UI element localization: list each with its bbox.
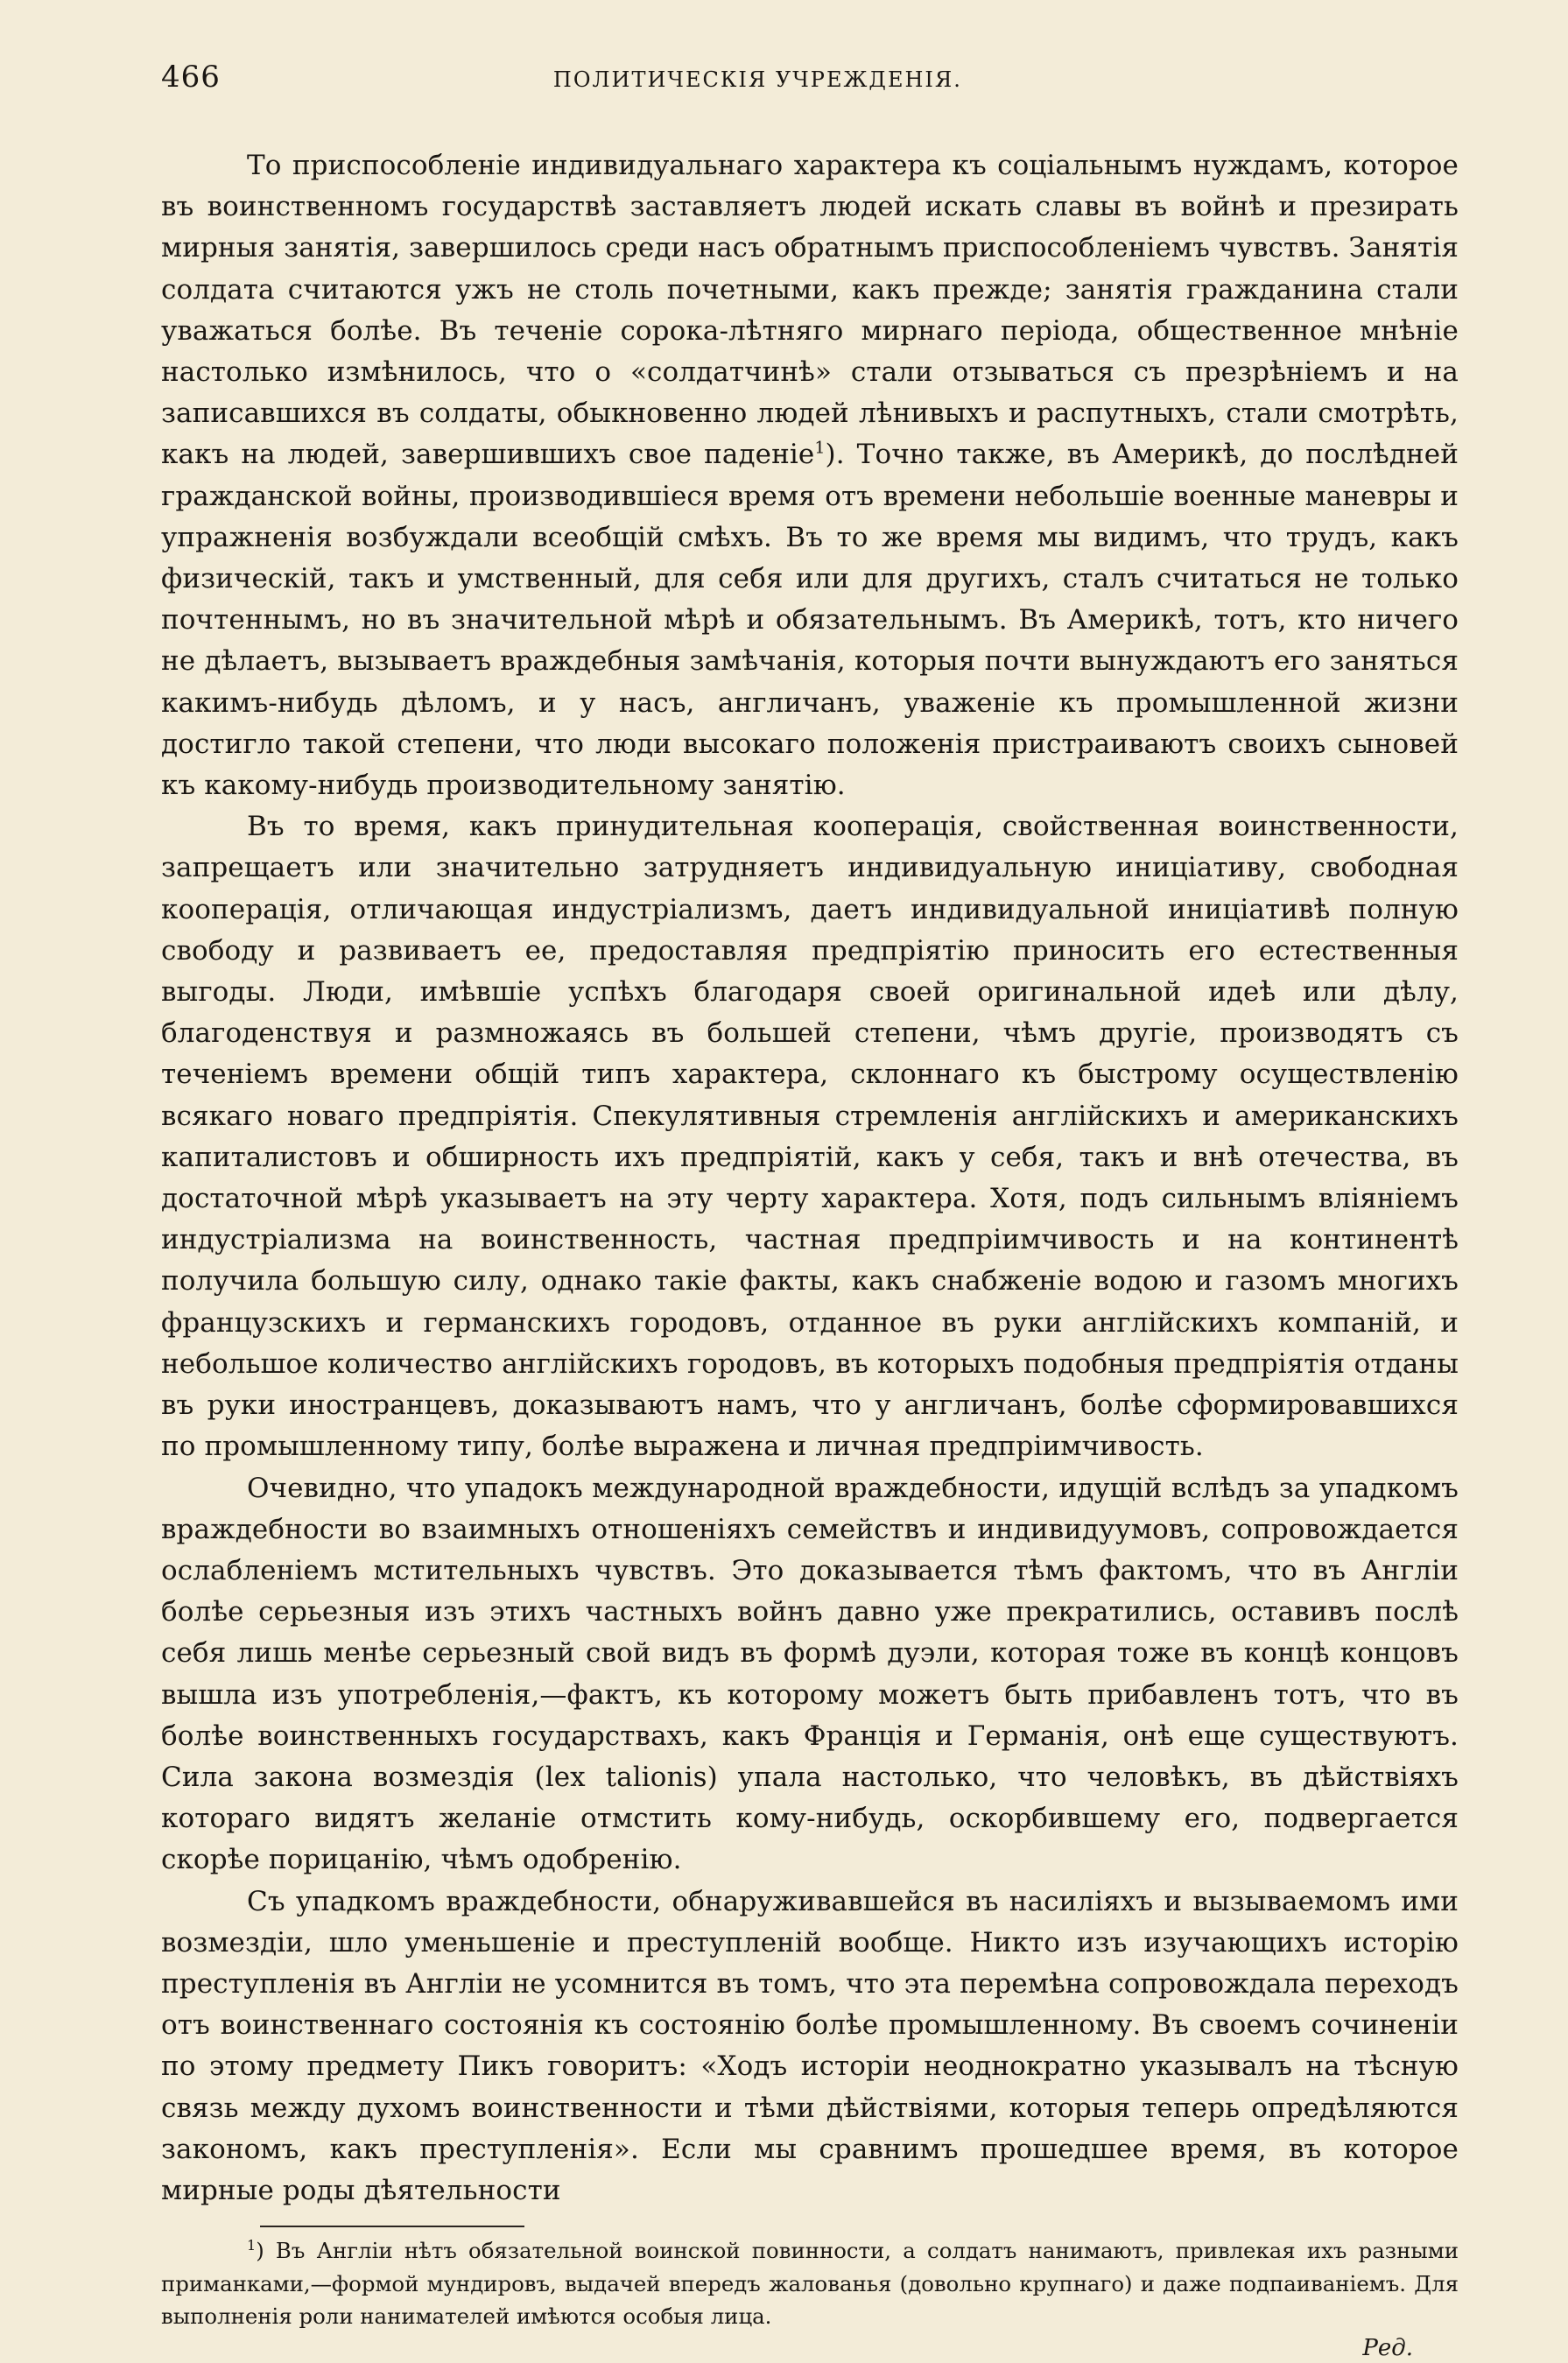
footnote-reference[interactable]: 1	[814, 439, 826, 459]
body-text	[161, 145, 1459, 2212]
paragraph-3: Очевидно, что упадокъ международной враждебности, идущій вслѣдъ за упадкомъ враждебности во взаимныхъ отношеніяхъ семействъ и индивидуумовъ, сопровождается ослабленіемъ мстительныхъ чувствъ. Это доказывается тѣмъ фактомъ, что въ Англіи болѣе серьезныя изъ этихъ частныхъ войнъ давно уже прекратились, оставивъ послѣ себя лишь менѣе серьезный свой видъ въ формѣ дуэли, которая тоже въ концѣ концовъ вышла изъ употребленія,—фактъ, къ которому можетъ быть прибавленъ тотъ, что въ болѣе воинственныхъ государствахъ, какъ Франція и Германія, онѣ еще существуютъ. Сила закона возмездія (lex talionis) упала настолько, что человѣкъ, въ дѣйствіяхъ котораго видятъ желаніе отмстить кому-нибудь, оскорбившему его, подвергается скорѣе порицанію, чѣмъ одобренію.	[161, 1472, 1459, 1876]
paragraph-1-text-before: То приспособленіе индивидуальнаго характера къ соціальнымъ нуждамъ, которое въ воинственномъ государствѣ заставляетъ людей искать славы въ войнѣ и презирать мирныя занятія, завершилось среди насъ обратнымъ приспособленіемъ чувствъ. Занятія солдата считаются ужъ не столь почетными, какъ прежде; занятія гражданина стали уважаться болѣе. Въ теченіе сорока-лѣтняго мирнаго періода, общественное мнѣніе настолько измѣнилось, что о «солдатчинѣ» стали отзываться съ презрѣніемъ и на записавшихся въ солдаты, обыкновенно людей лѣнивыхъ и распутныхъ, стали смотрѣть, какъ на людей, завершившихъ свое паденіе	[161, 150, 1459, 471]
paragraph-4: Съ упадкомъ враждебности, обнаруживавшейся въ насиліяхъ и вызываемомъ ими возмездіи, шло уменьшеніе и преступленій вообще. Никто изъ изучающихъ исторію преступленія въ Англіи не усомнится въ томъ, что эта перемѣна сопровождала переходъ отъ воинственнаго состоянія къ состоянію болѣе промышленному. Въ своемъ сочиненіи по этому предмету Пикъ говоритъ: «Ходъ исторіи неоднократно указывалъ на тѣсную связь между духомъ воинственности и тѣми дѣйствіями, которыя теперь опредѣляются закономъ, какъ преступленія». Если мы сравнимъ прошедшее время, въ которое мирные роды дѣятельности	[161, 1885, 1459, 2206]
footnote-signature: Ред.	[1362, 2334, 1413, 2361]
paragraph-1-text-after: ). Точно также, въ Америкѣ, до послѣдней гражданской войны, производившіеся время отъ времени небольшіе военные маневры и упражненія возбуждали всеобщій смѣхъ. Въ то же время мы видимъ, что трудъ, какъ физическій, такъ и умственный, для себя или для другихъ, сталъ считаться не только почтеннымъ, но въ значительной мѣрѣ и обязательнымъ. Въ Америкѣ, тотъ, кто ничего не дѣлаетъ, вызываетъ враждебныя замѣчанія, которыя почти вынуждаютъ его заняться какимъ-нибудь дѣломъ, и у насъ, англичанъ, уваженіе къ промышленной жизни достигло такой степени, что люди высокаго положенія пристраиваютъ своихъ сыновей къ какому-нибудь производительному занятію.	[161, 439, 1459, 802]
footnote-text: ) Въ Англіи нѣтъ обязательной воинской повинности, а солдатъ нанимаютъ, привлекая ихъ разными приманками,—формой мундировъ, выдачей впередъ жалованья (довольно крупнаго) и даже подпаиваніемъ. Для выполненія роли нанимателей имѣются особыя лица.	[161, 2238, 1459, 2330]
footnote-mark: 1	[247, 2237, 257, 2254]
footnote	[161, 2234, 1459, 2333]
page-number: 466	[161, 60, 221, 95]
paragraph-2: Въ то время, какъ принудительная кооперація, свойственная воинственности, запрещаетъ или значительно затрудняетъ индивидуальную иниціативу, свободная кооперація, отличающая индустріализмъ, даетъ индивидуальной иниціативѣ полную свободу и развиваетъ ее, предоставляя предпріятію приносить его естественныя выгоды. Люди, имѣвшіе успѣхъ благодаря своей оригинальной идеѣ или дѣлу, благоденствуя и размножаясь въ большей степени, чѣмъ другіе, производятъ съ теченіемъ времени общій типъ характера, склоннаго къ быстрому осуществленію всякаго новаго предпріятія. Спекулятивныя стремленія англійскихъ и американскихъ капиталистовъ и обширность ихъ предпріятій, какъ у себя, такъ и внѣ отечества, въ достаточной мѣрѣ указываетъ на эту черту характера. Хотя, подъ сильнымъ вліяніемъ индустріализма на воинственность, частная предпріимчивость и на континентѣ получила большую силу, однако такіе факты, какъ снабженіе водою и газомъ многихъ французскихъ и германскихъ городовъ, отданное въ руки англійскихъ компаній, и небольшое количество англійскихъ городовъ, въ которыхъ подобныя предпріятія отданы въ руки иностранцевъ, доказываютъ намъ, что у англичанъ, болѣе сформировавшихся по промышленному типу, болѣе выражена и личная предпріимчивость.	[161, 811, 1459, 1463]
footnote-divider	[260, 2226, 524, 2227]
page-header	[161, 60, 1459, 112]
paragraph-1	[161, 145, 1459, 806]
running-head: ПОЛИТИЧЕСКІЯ УЧРЕЖДЕНІЯ.	[552, 67, 962, 92]
